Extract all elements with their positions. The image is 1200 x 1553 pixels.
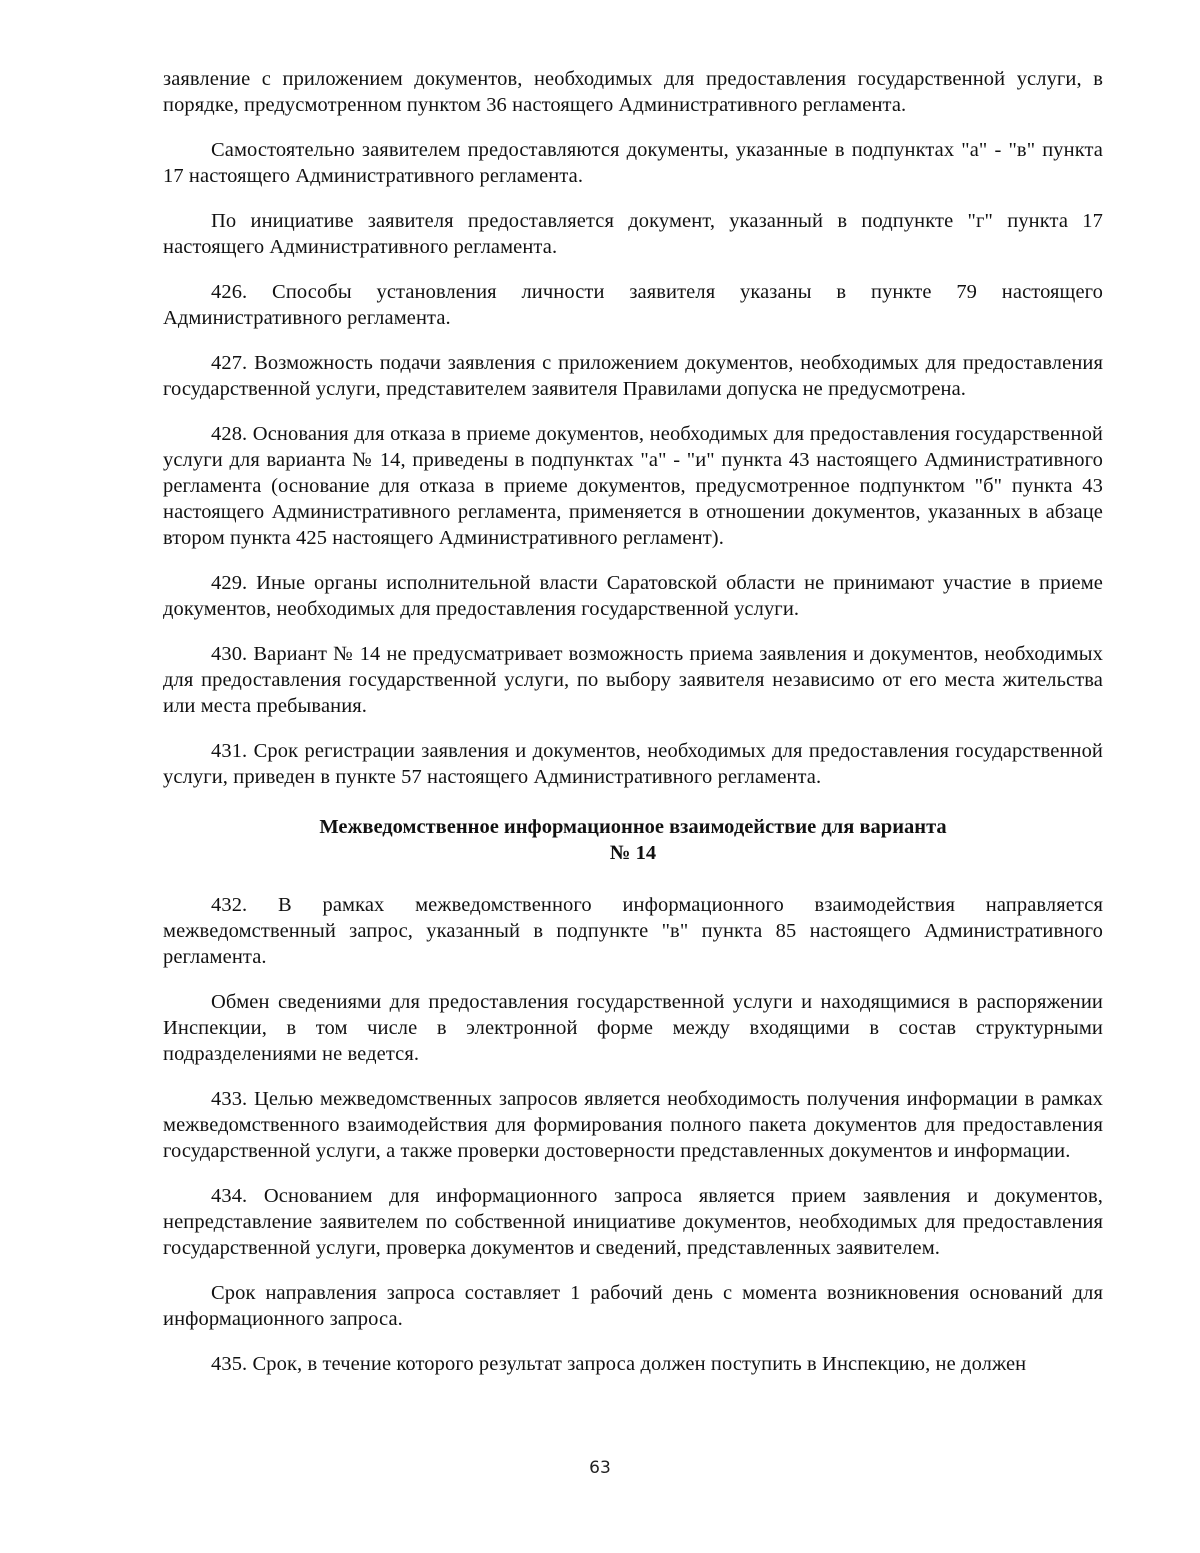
- paragraph-self-provided-documents: Самостоятельно заявителем предоставляются документы, указанные в подпунктах "а" - "в" пункта 17 настоящего Административного регламента.: [163, 139, 1103, 187]
- paragraph-initiative-document: По инициативе заявителя предоставляется документ, указанный в подпункте "г" пункта 17 настоящего Административного регламента.: [163, 210, 1103, 258]
- paragraph-426: 426. Способы установления личности заявителя указаны в пункте 79 настоящего Административного регламента.: [163, 281, 1103, 329]
- document-page: [163, 66, 1103, 1396]
- paragraph-information-exchange: Обмен сведениями для предоставления государственной услуги и находящимися в распоряжении Инспекции, в том числе в электронной форме между входящими в состав структурными подразделениями не ведется.: [163, 991, 1103, 1065]
- paragraph-431: 431. Срок регистрации заявления и документов, необходимых для предоставления государственной услуги, приведен в пункте 57 настоящего Административного регламента.: [163, 740, 1103, 788]
- paragraph-434: 434. Основанием для информационного запроса является прием заявления и документов, непредставление заявителем по собственной инициативе документов, необходимых для предоставления государственной услуги, проверка документов и сведений, представленных заявителем.: [163, 1185, 1103, 1259]
- section-heading-line-1: Межведомственное информационное взаимодействие для варианта: [319, 816, 947, 838]
- section-heading-line-2: № 14: [609, 842, 657, 864]
- paragraph-430: 430. Вариант № 14 не предусматривает возможность приема заявления и документов, необходимых для предоставления государственной услуги, по выбору заявителя независимо от его места жительства или места пребывания.: [163, 643, 1103, 717]
- paragraph-428: 428. Основания для отказа в приеме документов, необходимых для предоставления государственной услуги для варианта № 14, приведены в подпунктах "а" - "и" пункта 43 настоящего Административного регламента (основание для отказа в приеме документов, предусмотренное подпунктом "б" пункта 43 настоящего Административного регламента, применяется в отношении документов, указанных в абзаце втором пункта 425 настоящего Административного регламент).: [163, 423, 1103, 549]
- paragraph-427: 427. Возможность подачи заявления с приложением документов, необходимых для предоставления государственной услуги, представителем заявителя Правилами допуска не предусмотрена.: [163, 352, 1103, 400]
- paragraph-429: 429. Иные органы исполнительной власти Саратовской области не принимают участие в приеме документов, необходимых для предоставления государственной услуги.: [163, 572, 1103, 620]
- section-heading: [163, 814, 1103, 866]
- page-number: 63: [589, 1458, 611, 1478]
- paragraph-432: 432. В рамках межведомственного информационного взаимодействия направляется межведомственный запрос, указанный в подпункте "в" пункта 85 настоящего Административного регламента.: [163, 894, 1103, 968]
- paragraph-433: 433. Целью межведомственных запросов является необходимость получения информации в рамках межведомственного взаимодействия для формирования полного пакета документов для предоставления государственной услуги, а также проверки достоверности представленных документов и информации.: [163, 1088, 1103, 1162]
- paragraph-request-deadline: Срок направления запроса составляет 1 рабочий день с момента возникновения оснований для информационного запроса.: [163, 1282, 1103, 1330]
- paragraph-continuation: заявление с приложением документов, необходимых для предоставления государственной услуги, в порядке, предусмотренном пунктом 36 настоящего Административного регламента.: [163, 68, 1103, 116]
- paragraph-435: 435. Срок, в течение которого результат запроса должен поступить в Инспекцию, не должен: [211, 1353, 1027, 1375]
